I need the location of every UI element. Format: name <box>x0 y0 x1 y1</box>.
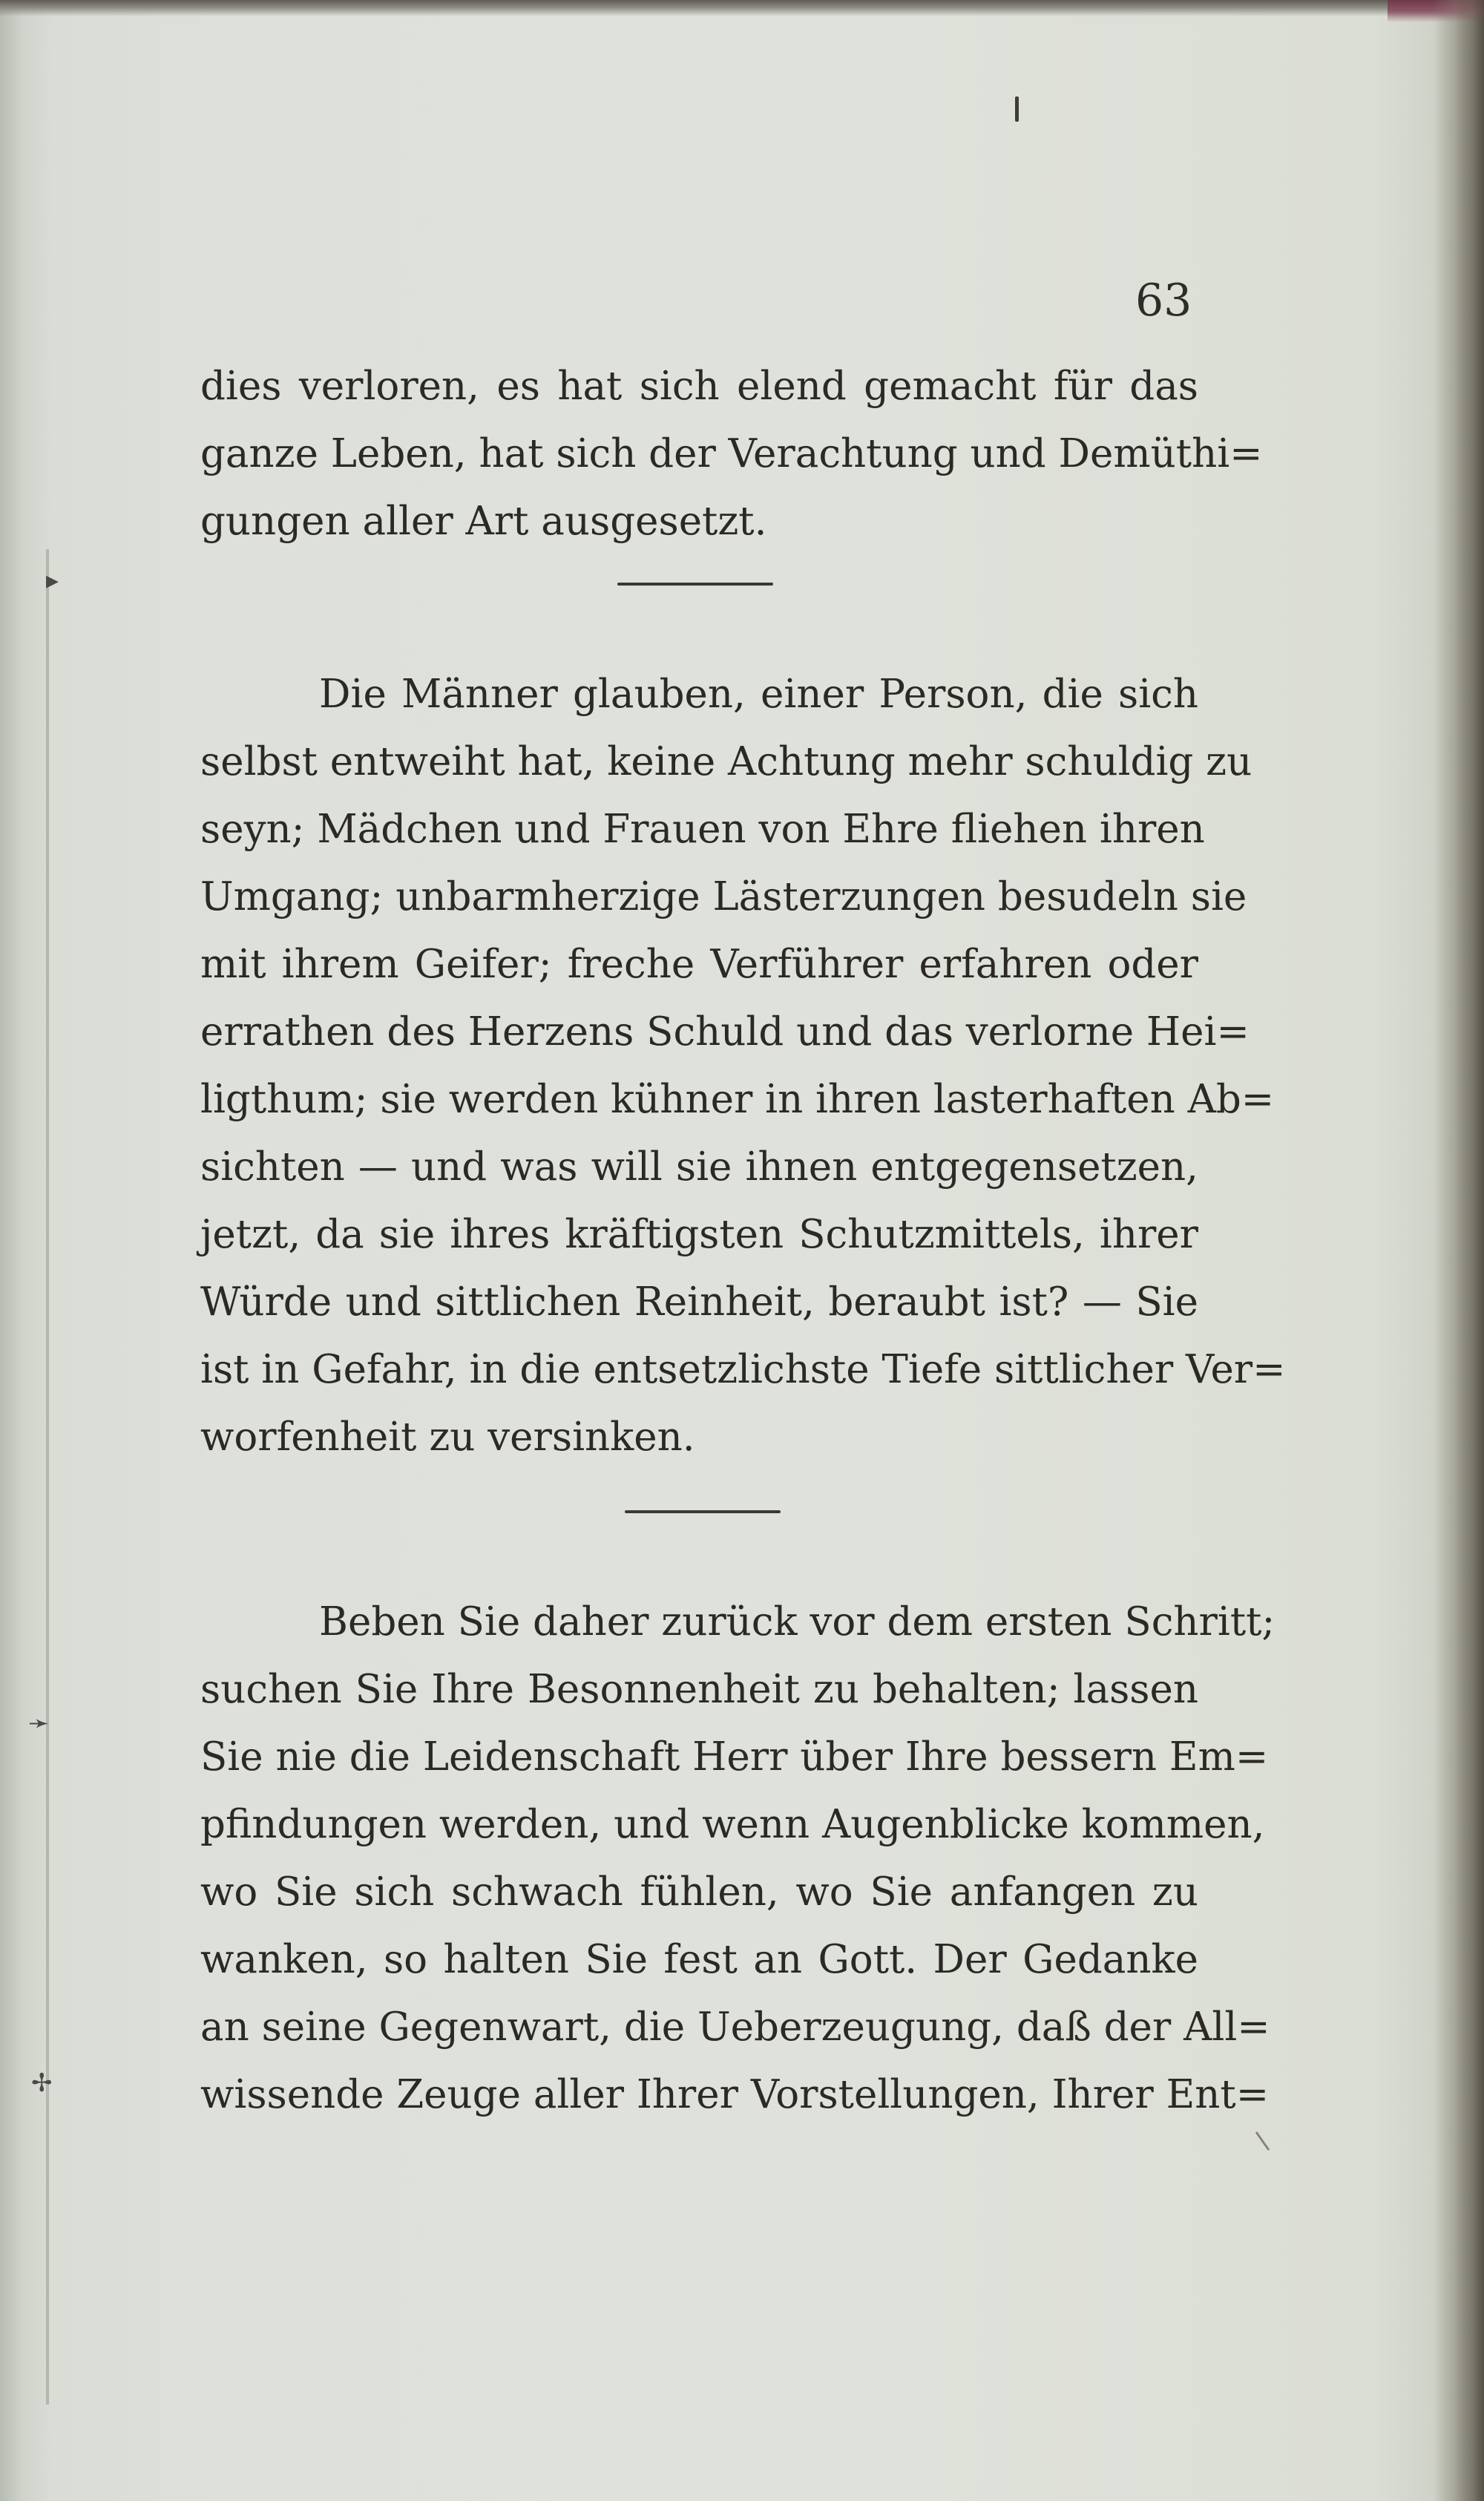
text-line: ligthum; sie werden kühner in ihren lasterhaften Ab= <box>200 1077 1275 1122</box>
text-line: ist in Gefahr, in die entsetzlichste Tiefe sittlicher Ver= <box>200 1347 1286 1392</box>
text-line: Die Männer glauben, einer Person, die sich <box>319 672 1198 717</box>
text-line: mit ihrem Geifer; freche Verführer erfahren oder <box>200 942 1198 987</box>
text-line: sichten — und was will sie ihnen entgegensetzen, <box>200 1144 1198 1190</box>
text-line: an seine Gegenwart, die Ueberzeugung, daß der All= <box>200 2005 1270 2050</box>
ink-speck <box>1255 2131 1270 2151</box>
gutter-tick-mark: ✢ <box>31 2068 53 2098</box>
text-line: wo Sie sich schwach fühlen, wo Sie anfangen zu <box>200 1869 1198 1915</box>
text-line: seyn; Mädchen und Frauen von Ehre fliehen ihren <box>200 807 1205 852</box>
text-line: Würde und sittlichen Reinheit, beraubt ist? — Sie <box>200 1279 1198 1325</box>
text-line: dies verloren, es hat sich elend gemacht für das <box>200 364 1198 409</box>
text-line: suchen Sie Ihre Besonnenheit zu behalten; lassen <box>200 1667 1198 1712</box>
text-line: worfenheit zu versinken. <box>200 1415 695 1460</box>
text-line: errathen des Herzens Schuld und das verlorne Hei= <box>200 1009 1250 1055</box>
paragraph-2 <box>200 661 1286 1471</box>
page-top-edge <box>0 0 1484 16</box>
text-line: gungen aller Art ausgesetzt. <box>200 499 767 544</box>
text-line: Umgang; unbarmherzige Lästerzungen besudeln sie <box>200 874 1247 920</box>
binding-gutter-line <box>46 549 49 2405</box>
paragraph-3 <box>200 1588 1275 2128</box>
text-line: Sie nie die Leidenschaft Herr über Ihre bessern Em= <box>200 1734 1269 1780</box>
ink-speck <box>1015 96 1019 122</box>
text-line: ganze Leben, hat sich der Verachtung und Demüthi= <box>200 431 1263 476</box>
text-line: selbst entweiht hat, keine Achtung mehr schuldig zu <box>200 739 1252 784</box>
text-line: pfindungen werden, und wenn Augenblicke kommen, <box>200 1802 1265 1847</box>
section-divider <box>625 1510 781 1513</box>
page-right-edge-shadow <box>1432 0 1484 2501</box>
text-line: wissende Zeuge aller Ihrer Vorstellungen, Ihrer Ent= <box>200 2072 1270 2117</box>
paragraph-1 <box>200 353 1263 555</box>
text-line: Beben Sie daher zurück vor dem ersten Schritt; <box>319 1599 1275 1645</box>
text-line: wanken, so halten Sie fest an Gott. Der Gedanke <box>200 1937 1198 1982</box>
gutter-tick-mark: ▸ <box>46 566 59 595</box>
page-number: 63 <box>1135 275 1192 327</box>
gutter-tick-mark: ➛ <box>28 1708 50 1738</box>
text-line: jetzt, da sie ihres kräftigsten Schutzmittels, ihrer <box>200 1212 1198 1257</box>
section-divider <box>617 583 773 586</box>
